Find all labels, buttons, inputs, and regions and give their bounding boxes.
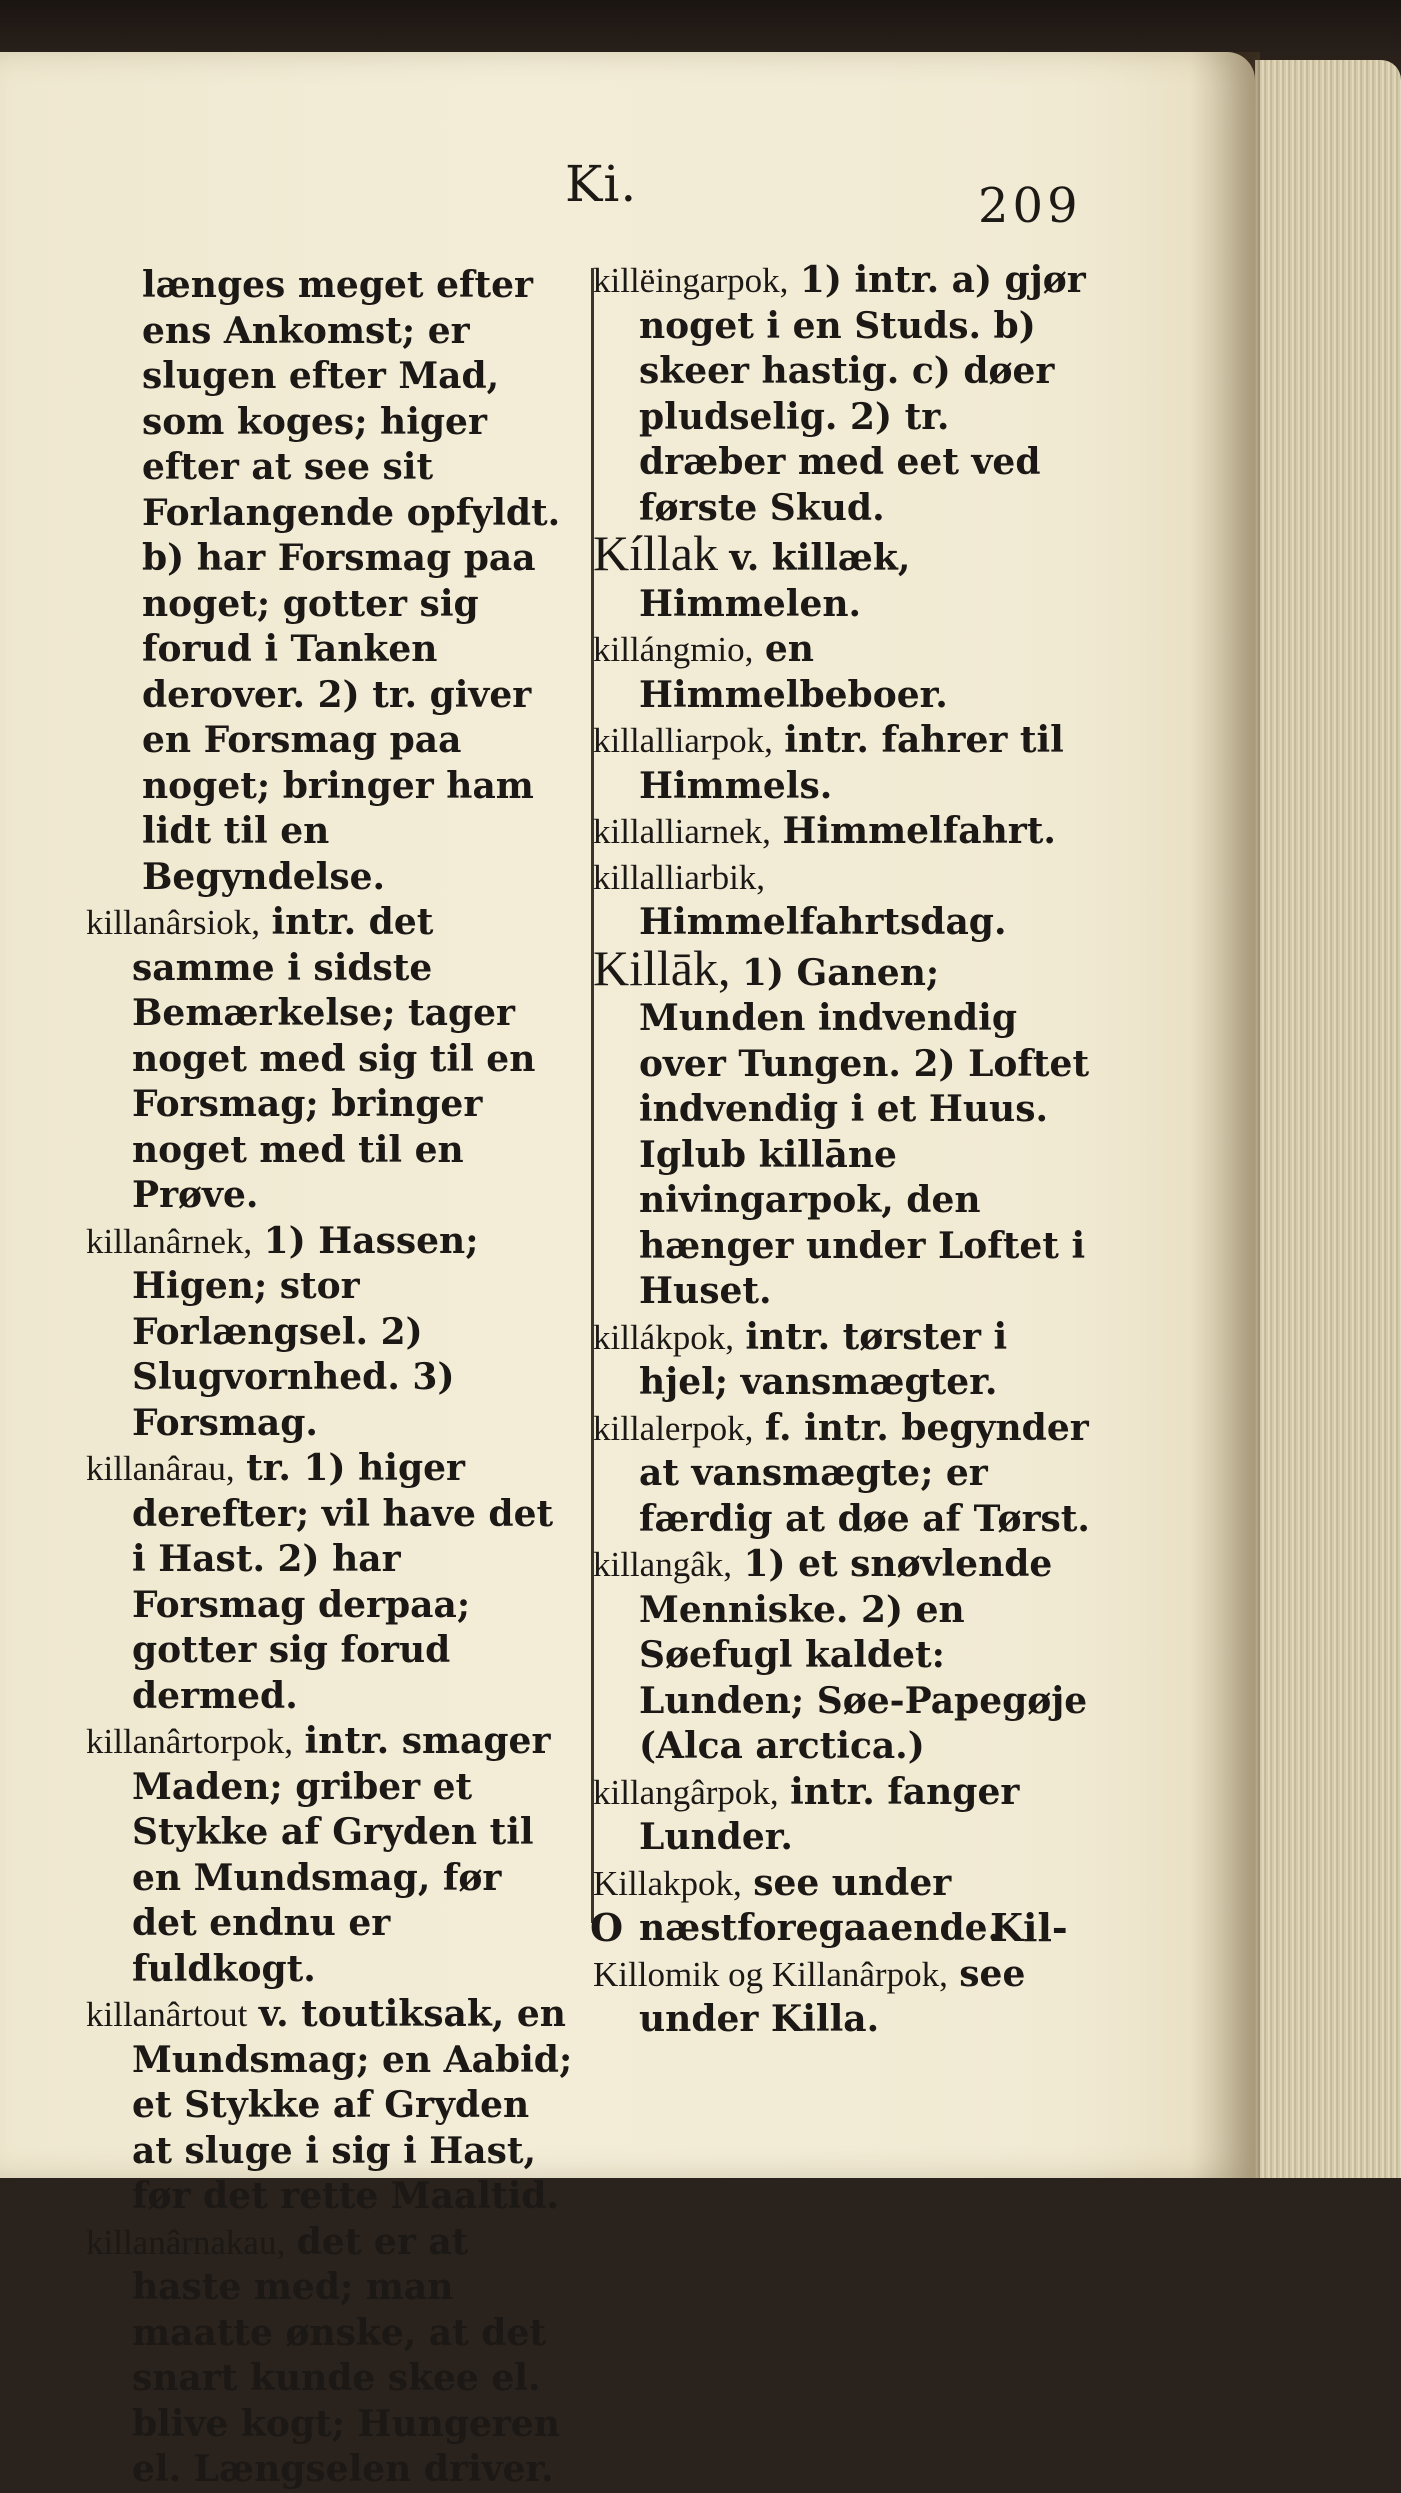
entry-headword: killëingarpok, [593,261,789,300]
entry-text: 1) et snøvlende Menniske. 2) en Søefugl kaldet: Lunden; Søe-Papegøje (Alca arctica.) [639,1543,1088,1767]
entry-headword: killángmio, [593,630,754,669]
dictionary-entry [593,627,1091,718]
dictionary-entry [593,939,1091,1315]
entry-headword: killangâk, [593,1545,732,1584]
dictionary-entry [86,1719,574,1992]
entry-headword: Killāk, [593,939,731,996]
page-number: 209 [978,178,1082,234]
entry-headword: killalerpok, [593,1408,754,1448]
dictionary-entry [593,1406,1091,1543]
dictionary-entry [86,2220,574,2493]
entry-text: tr. 1) higer derefter; vil have det i Hast. 2) har Forsmag derpaa; gotter sig forud dermed. [132,1447,554,1717]
entry-text: intr. fanger Lunder. [639,1770,1020,1858]
dictionary-entry [86,900,574,1219]
dictionary-entry [593,525,1091,627]
entry-headword: killanârsiok, [86,903,260,942]
entry-headword: killanârnek, [86,1221,253,1261]
entry-headword: killalliarpok, [593,721,773,760]
printer-signature: O [590,1905,624,1950]
entry-text: see under Killa. [639,1952,1026,2040]
entry-text: længes meget efter ens Ankomst; er slugen efter Mad, som koges; higer efter at see sit Forlangende opfyldt. b) har Forsmag paa noget; gotter sig forud i Tanken derover. 2) tr. giver en Forsmag paa noget; bringer ham lidt til en Begyndelse. [142,264,561,898]
dictionary-entry [86,1219,574,1447]
entry-text: Himmelfahrt. [782,810,1056,852]
dictionary-entry [86,263,574,900]
running-header: Ki. [565,155,638,213]
entry-text: en Himmelbeboer. [639,628,948,716]
entry-headword: Killomik og Killanârpok, [593,1954,948,1994]
dictionary-entry [593,1542,1091,1770]
entry-text: intr. fahrer til Himmels. [639,719,1064,807]
entry-headword: killanârtout [86,1995,248,2034]
entry-text: 1) Hassen; Higen; stor Forlængsel. 2) Slugvornhed. 3) Forsmag. [132,1219,479,1444]
entry-text: v. killæk, Himmelen. [639,537,911,625]
entry-text: 1) Ganen; Munden indvendig over Tungen. 2) Loftet indvendig i et Huus. Iglub killāne nivingarpok, den hænger under Loftet i Huset. [639,951,1090,1312]
entry-headword: Kíllak [593,525,718,581]
catchword: Kil- [990,1905,1068,1950]
dictionary-entry [593,855,1091,946]
dictionary-entry [593,1315,1091,1406]
dictionary-entry [86,1446,574,1719]
entry-headword: killangârpok, [593,1772,779,1812]
right-column [593,258,1091,2043]
entry-text: intr. smager Maden; griber et Stykke af Gryden til en Mundsmag, før det endnu er fuldkogt. [132,1720,551,1990]
entry-text: f. intr. begynder at vansmægte; er færdig at døe af Tørst. [639,1406,1090,1540]
entry-text: v. toutiksak, en Mundsmag; en Aabid; et Stykke af Gryden at sluge i sig i Hast, før det rette Maaltid. [132,1993,573,2217]
dictionary-entry [593,1770,1091,1861]
entry-text: Himmelfahrtsdag. [639,901,1007,943]
entry-headword: killanârnakau, [86,2222,286,2262]
entry-headword: Killakpok, [593,1863,742,1903]
entry-headword: killanârau, [86,1449,235,1488]
entry-text: intr. det samme i sidste Bemærkelse; tager noget med sig til en Forsmag; bringer noget med til en Prøve. [132,901,536,1216]
entry-headword: killanârtorpok, [86,1722,294,1761]
left-column [86,263,574,2493]
dictionary-entry [86,1992,574,2220]
entry-headword: killákpok, [593,1317,734,1357]
entry-text: det er at haste med; man maatte ønske, at det snart kunde skee el. blive kogt; Hungeren el. Længselen driver. [132,2220,560,2490]
entry-text: 1) intr. a) gjør noget i en Studs. b) skeer hastig. c) døer pludselig. 2) tr. dræber med eet ved første Skud. [639,259,1086,529]
dictionary-entry [593,718,1091,809]
page-curl-shadow [1190,52,1260,2178]
dictionary-entry [593,809,1091,855]
dictionary-entry [593,1952,1091,2043]
entry-text: intr. tørster i hjel; vansmægter. [639,1315,1008,1403]
entry-headword: killalliarbik, [593,857,766,897]
entry-text: see under næstforegaaende. [639,1861,1001,1949]
page-edges [1255,60,1401,2178]
dictionary-entry [593,258,1091,531]
entry-headword: killalliarnek, [593,812,771,851]
